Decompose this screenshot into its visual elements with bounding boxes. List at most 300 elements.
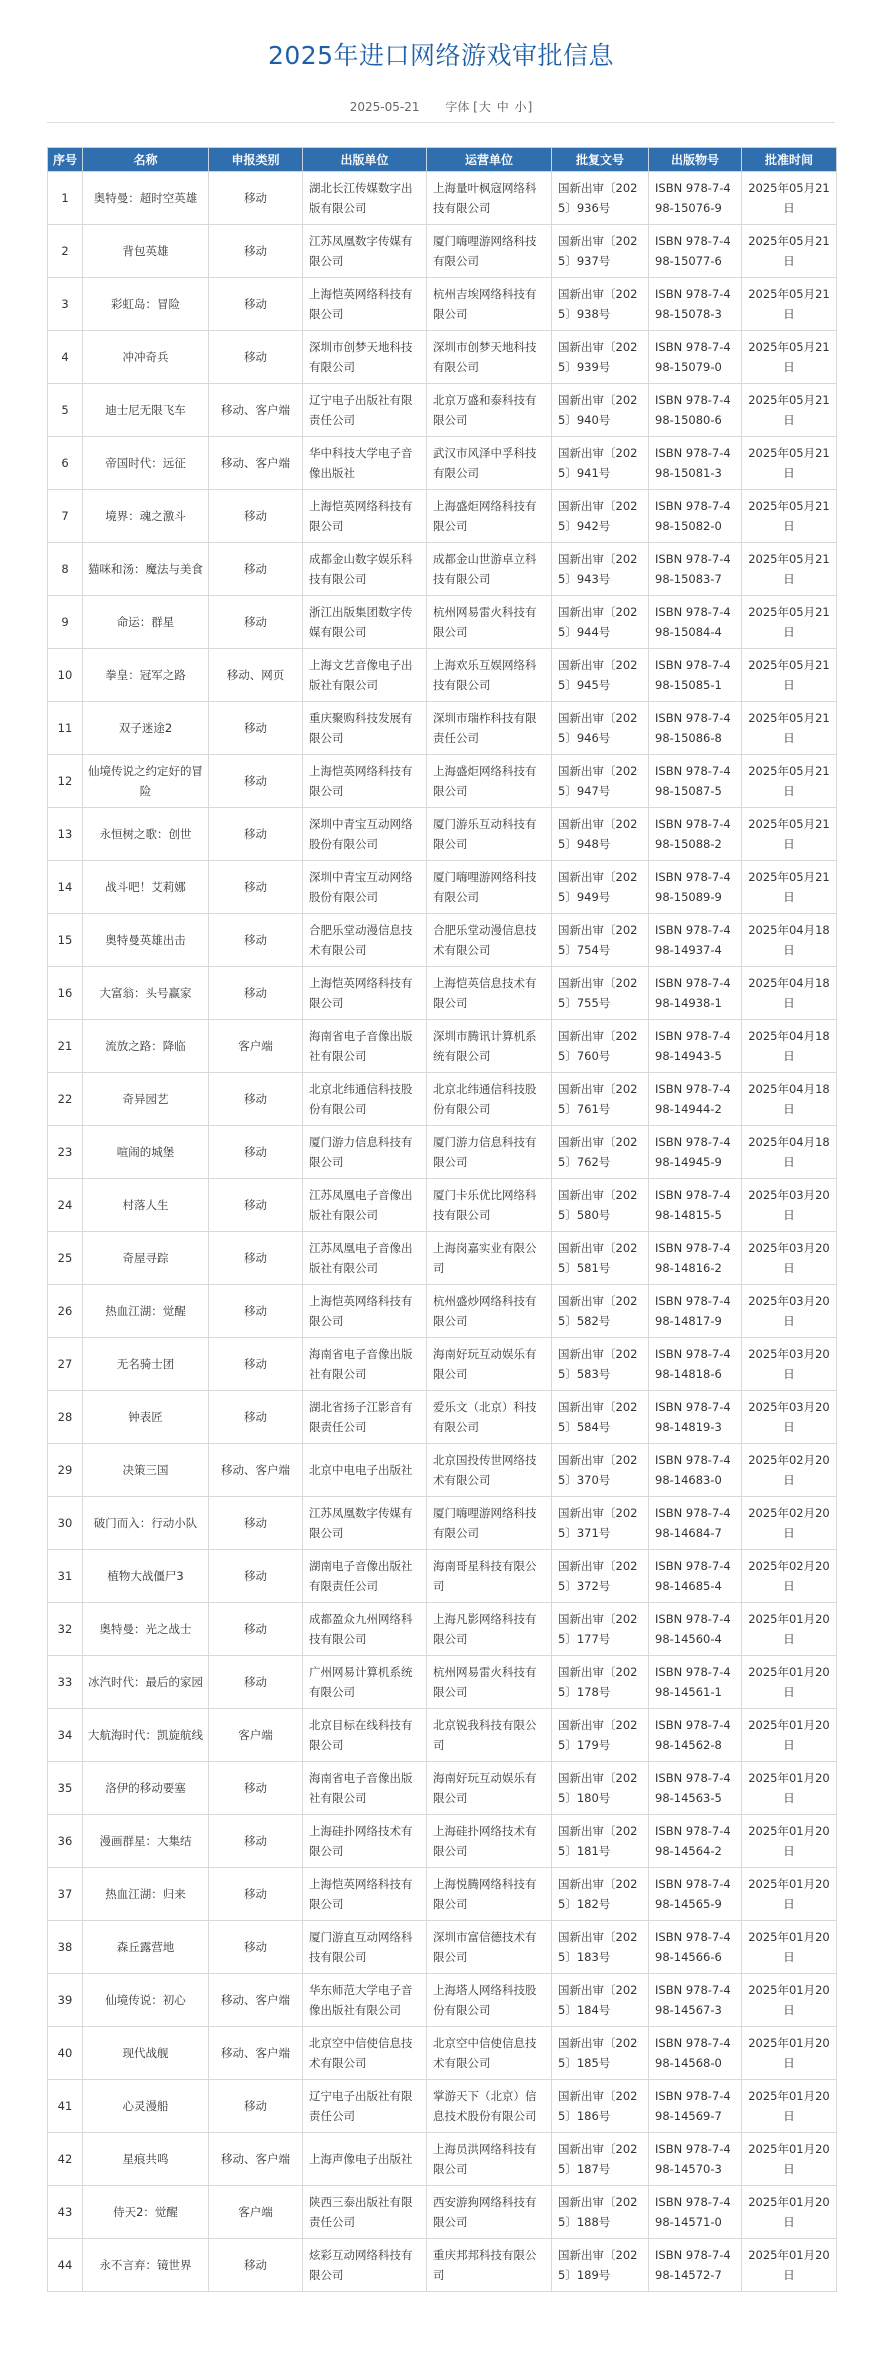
header-divider: [47, 122, 835, 123]
table-cell-col-isbn: ISBN 978-7-498-15080-6: [649, 384, 742, 437]
table-cell-col-isbn: ISBN 978-7-498-14571-0: [649, 2186, 742, 2239]
table-cell-col-approval-date: 2025年05月21日: [742, 808, 837, 861]
table-row: [48, 1550, 837, 1603]
table-cell-col-category: 移动: [209, 543, 303, 596]
table-cell-col-publisher: 浙江出版集团数字传媒有限公司: [303, 596, 427, 649]
table-cell-col-category: 移动: [209, 2080, 303, 2133]
table-cell-col-operator: 杭州吉埃网络科技有限公司: [427, 278, 552, 331]
table-cell-col-index: 13: [48, 808, 83, 861]
table-header-col-approval-no: 批复文号: [552, 148, 649, 172]
table-cell-col-isbn: ISBN 978-7-498-14565-9: [649, 1868, 742, 1921]
table-cell-col-category: 客户端: [209, 2186, 303, 2239]
table-header-col-category: 申报类别: [209, 148, 303, 172]
table-cell-col-name: 猫咪和汤：魔法与美食: [83, 543, 209, 596]
table-cell-col-approval-date: 2025年02月20日: [742, 1497, 837, 1550]
table-cell-col-operator: 厦门游力信息科技有限公司: [427, 1126, 552, 1179]
table-cell-col-index: 40: [48, 2027, 83, 2080]
table-cell-col-operator: 深圳市瑞柞科技有限责任公司: [427, 702, 552, 755]
table-cell-col-isbn: ISBN 978-7-498-14569-7: [649, 2080, 742, 2133]
table-row: [48, 437, 837, 490]
table-cell-col-isbn: ISBN 978-7-498-14945-9: [649, 1126, 742, 1179]
table-cell-col-publisher: 重庆聚购科技发展有限公司: [303, 702, 427, 755]
table-row: [48, 1868, 837, 1921]
table-cell-col-index: 14: [48, 861, 83, 914]
table-row: [48, 1974, 837, 2027]
table-cell-col-operator: 北京空中信使信息技术有限公司: [427, 2027, 552, 2080]
table-cell-col-publisher: 上海恺英网络科技有限公司: [303, 490, 427, 543]
table-cell-col-isbn: ISBN 978-7-498-14560-4: [649, 1603, 742, 1656]
table-cell-col-operator: 上海硅扑网络技术有限公司: [427, 1815, 552, 1868]
table-cell-col-approval-date: 2025年04月18日: [742, 1126, 837, 1179]
table-cell-col-category: 移动: [209, 1285, 303, 1338]
table-row: [48, 1232, 837, 1285]
table-cell-col-index: 38: [48, 1921, 83, 1974]
table-cell-col-isbn: ISBN 978-7-498-14816-2: [649, 1232, 742, 1285]
table-cell-col-approval-no: 国新出审〔2025〕180号: [552, 1762, 649, 1815]
table-cell-col-approval-no: 国新出审〔2025〕943号: [552, 543, 649, 596]
table-cell-col-approval-date: 2025年05月21日: [742, 225, 837, 278]
table-cell-col-name: 现代战舰: [83, 2027, 209, 2080]
table-header-col-index: 序号: [48, 148, 83, 172]
table-cell-col-approval-no: 国新出审〔2025〕186号: [552, 2080, 649, 2133]
table-cell-col-approval-no: 国新出审〔2025〕755号: [552, 967, 649, 1020]
table-cell-col-operator: 厦门游乐互动科技有限公司: [427, 808, 552, 861]
table-cell-col-operator: 杭州网易雷火科技有限公司: [427, 1656, 552, 1709]
table-row: [48, 861, 837, 914]
table-cell-col-publisher: 北京北纬通信科技股份有限公司: [303, 1073, 427, 1126]
table-cell-col-isbn: ISBN 978-7-498-15079-0: [649, 331, 742, 384]
table-cell-col-isbn: ISBN 978-7-498-14562-8: [649, 1709, 742, 1762]
table-cell-col-approval-no: 国新出审〔2025〕184号: [552, 1974, 649, 2027]
table-cell-col-name: 背包英雄: [83, 225, 209, 278]
table-cell-col-approval-no: 国新出审〔2025〕948号: [552, 808, 649, 861]
table-cell-col-approval-date: 2025年01月20日: [742, 1815, 837, 1868]
table-cell-col-index: 15: [48, 914, 83, 967]
table-cell-col-publisher: 厦门游直互动网络科技有限公司: [303, 1921, 427, 1974]
table-cell-col-publisher: 上海声像电子出版社: [303, 2133, 427, 2186]
table-row: [48, 1020, 837, 1073]
table-cell-col-approval-no: 国新出审〔2025〕582号: [552, 1285, 649, 1338]
table-cell-col-isbn: ISBN 978-7-498-15078-3: [649, 278, 742, 331]
article-meta: [0, 98, 882, 115]
table-cell-col-isbn: ISBN 978-7-498-14572-7: [649, 2239, 742, 2292]
table-cell-col-operator: 上海量叶枫寇网络科技有限公司: [427, 172, 552, 225]
table-cell-col-category: 移动、客户端: [209, 1444, 303, 1497]
table-row: [48, 2133, 837, 2186]
table-cell-col-name: 钟表匠: [83, 1391, 209, 1444]
table-cell-col-approval-no: 国新出审〔2025〕940号: [552, 384, 649, 437]
table-cell-col-name: 热血江湖：归来: [83, 1868, 209, 1921]
table-row: [48, 1179, 837, 1232]
table-row: [48, 2186, 837, 2239]
table-row: [48, 1391, 837, 1444]
table-cell-col-index: 10: [48, 649, 83, 702]
table-row: [48, 543, 837, 596]
table-cell-col-operator: 上海员洪网络科技有限公司: [427, 2133, 552, 2186]
table-cell-col-approval-date: 2025年01月20日: [742, 1921, 837, 1974]
table-cell-col-name: 心灵漫船: [83, 2080, 209, 2133]
font-size-large-link[interactable]: 大: [478, 100, 491, 114]
table-cell-col-operator: 厦门嗨哩游网络科技有限公司: [427, 861, 552, 914]
table-cell-col-name: 永不言弃：镜世界: [83, 2239, 209, 2292]
table-cell-col-index: 21: [48, 1020, 83, 1073]
table-cell-col-isbn: ISBN 978-7-498-15077-6: [649, 225, 742, 278]
table-cell-col-publisher: 陕西三泰出版社有限责任公司: [303, 2186, 427, 2239]
table-cell-col-name: 冲冲奇兵: [83, 331, 209, 384]
font-size-label: 字体: [445, 100, 470, 114]
publish-date: 2025-05-21: [349, 100, 420, 114]
table-row: [48, 2080, 837, 2133]
table-cell-col-category: 移动: [209, 2239, 303, 2292]
table-cell-col-category: 移动: [209, 1126, 303, 1179]
table-cell-col-approval-no: 国新出审〔2025〕946号: [552, 702, 649, 755]
table-cell-col-operator: 上海盛炬网络科技有限公司: [427, 755, 552, 808]
table-cell-col-category: 客户端: [209, 1709, 303, 1762]
table-cell-col-publisher: 北京空中信使信息技术有限公司: [303, 2027, 427, 2080]
table-header-col-publisher: 出版单位: [303, 148, 427, 172]
table-cell-col-approval-date: 2025年01月20日: [742, 2027, 837, 2080]
table-header-col-approval-date: 批准时间: [742, 148, 837, 172]
table-cell-col-approval-date: 2025年03月20日: [742, 1338, 837, 1391]
table-cell-col-category: 移动: [209, 1656, 303, 1709]
table-cell-col-approval-date: 2025年02月20日: [742, 1444, 837, 1497]
table-cell-col-name: 命运：群星: [83, 596, 209, 649]
table-cell-col-operator: 成都金山世游卓立科技有限公司: [427, 543, 552, 596]
table-cell-col-index: 6: [48, 437, 83, 490]
table-cell-col-operator: 上海塔人网络科技股份有限公司: [427, 1974, 552, 2027]
table-cell-col-operator: 厦门嗨哩游网络科技有限公司: [427, 225, 552, 278]
table-cell-col-approval-date: 2025年05月21日: [742, 490, 837, 543]
table-cell-col-approval-no: 国新出审〔2025〕177号: [552, 1603, 649, 1656]
table-cell-col-approval-no: 国新出审〔2025〕581号: [552, 1232, 649, 1285]
table-cell-col-operator: 海南哥星科技有限公司: [427, 1550, 552, 1603]
table-row: [48, 1285, 837, 1338]
table-cell-col-approval-date: 2025年05月21日: [742, 172, 837, 225]
page-title: 2025年进口网络游戏审批信息: [267, 41, 615, 70]
table-cell-col-name: 仙境传说之约定好的冒险: [83, 755, 209, 808]
table-cell-col-operator: 合肥乐堂动漫信息技术有限公司: [427, 914, 552, 967]
table-cell-col-approval-no: 国新出审〔2025〕761号: [552, 1073, 649, 1126]
table-cell-col-category: 移动: [209, 861, 303, 914]
table-cell-col-approval-date: 2025年04月18日: [742, 914, 837, 967]
table-row: [48, 967, 837, 1020]
table-cell-col-operator: 上海盛炬网络科技有限公司: [427, 490, 552, 543]
table-cell-col-index: 5: [48, 384, 83, 437]
table-cell-col-index: 44: [48, 2239, 83, 2292]
table-cell-col-isbn: ISBN 978-7-498-14683-0: [649, 1444, 742, 1497]
table-cell-col-name: 冰汽时代：最后的家园: [83, 1656, 209, 1709]
table-cell-col-approval-date: 2025年02月20日: [742, 1550, 837, 1603]
table-cell-col-name: 洛伊的移动要塞: [83, 1762, 209, 1815]
table-cell-col-isbn: ISBN 978-7-498-15084-4: [649, 596, 742, 649]
table-cell-col-index: 31: [48, 1550, 83, 1603]
table-cell-col-name: 奥特曼：光之战士: [83, 1603, 209, 1656]
font-size-medium-link[interactable]: 中: [496, 100, 509, 114]
table-cell-col-publisher: 上海恺英网络科技有限公司: [303, 1285, 427, 1338]
table-cell-col-name: 奥特曼：超时空英雄: [83, 172, 209, 225]
table-cell-col-isbn: ISBN 978-7-498-14563-5: [649, 1762, 742, 1815]
table-cell-col-index: 24: [48, 1179, 83, 1232]
table-cell-col-category: 移动: [209, 1073, 303, 1126]
table-cell-col-approval-date: 2025年05月21日: [742, 702, 837, 755]
table-cell-col-publisher: 上海硅扑网络技术有限公司: [303, 1815, 427, 1868]
table-cell-col-approval-no: 国新出审〔2025〕762号: [552, 1126, 649, 1179]
table-cell-col-approval-no: 国新出审〔2025〕580号: [552, 1179, 649, 1232]
table-cell-col-operator: 北京锐我科技有限公司: [427, 1709, 552, 1762]
table-cell-col-publisher: 成都盈众九州网络科技有限公司: [303, 1603, 427, 1656]
table-cell-col-approval-date: 2025年04月18日: [742, 1020, 837, 1073]
table-cell-col-category: 移动: [209, 1603, 303, 1656]
approval-table-container: [47, 147, 836, 2292]
font-size-small-link[interactable]: 小: [514, 100, 527, 114]
table-header-row: [48, 148, 837, 172]
table-cell-col-index: 2: [48, 225, 83, 278]
table-cell-col-operator: 杭州网易雷火科技有限公司: [427, 596, 552, 649]
table-cell-col-category: 移动: [209, 914, 303, 967]
table-cell-col-isbn: ISBN 978-7-498-14561-1: [649, 1656, 742, 1709]
table-cell-col-publisher: 厦门游力信息科技有限公司: [303, 1126, 427, 1179]
table-cell-col-index: 8: [48, 543, 83, 596]
table-cell-col-approval-date: 2025年03月20日: [742, 1232, 837, 1285]
table-row: [48, 490, 837, 543]
table-cell-col-publisher: 江苏凤凰电子音像出版社有限公司: [303, 1179, 427, 1232]
table-cell-col-operator: 掌游天下（北京）信息技术股份有限公司: [427, 2080, 552, 2133]
table-cell-col-operator: 西安游狗网络科技有限公司: [427, 2186, 552, 2239]
table-cell-col-name: 彩虹岛：冒险: [83, 278, 209, 331]
table-cell-col-index: 36: [48, 1815, 83, 1868]
table-cell-col-approval-date: 2025年01月20日: [742, 2186, 837, 2239]
table-cell-col-operator: 厦门嗨哩游网络科技有限公司: [427, 1497, 552, 1550]
table-row: [48, 172, 837, 225]
table-cell-col-operator: 爱乐文（北京）科技有限公司: [427, 1391, 552, 1444]
table-cell-col-publisher: 上海恺英网络科技有限公司: [303, 278, 427, 331]
table-cell-col-approval-date: 2025年05月21日: [742, 861, 837, 914]
table-cell-col-name: 破门而入：行动小队: [83, 1497, 209, 1550]
table-body: [48, 172, 837, 2292]
table-cell-col-isbn: ISBN 978-7-498-14817-9: [649, 1285, 742, 1338]
table-cell-col-approval-date: 2025年03月20日: [742, 1179, 837, 1232]
table-cell-col-approval-date: 2025年03月20日: [742, 1391, 837, 1444]
table-cell-col-name: 热血江湖：觉醒: [83, 1285, 209, 1338]
table-cell-col-isbn: ISBN 978-7-498-14568-0: [649, 2027, 742, 2080]
table-cell-col-index: 3: [48, 278, 83, 331]
table-cell-col-approval-date: 2025年05月21日: [742, 596, 837, 649]
table-cell-col-index: 41: [48, 2080, 83, 2133]
table-cell-col-publisher: 湖北省扬子江影音有限责任公司: [303, 1391, 427, 1444]
table-cell-col-index: 9: [48, 596, 83, 649]
table-cell-col-approval-no: 国新出审〔2025〕370号: [552, 1444, 649, 1497]
table-cell-col-operator: 北京万盛和泰科技有限公司: [427, 384, 552, 437]
table-cell-col-operator: 上海恺英信息技术有限公司: [427, 967, 552, 1020]
table-cell-col-publisher: 江苏凤凰电子音像出版社有限公司: [303, 1232, 427, 1285]
bracket-open: [: [473, 100, 478, 114]
table-cell-col-name: 境界：魂之激斗: [83, 490, 209, 543]
table-row: [48, 702, 837, 755]
table-row: [48, 1921, 837, 1974]
table-cell-col-approval-no: 国新出审〔2025〕947号: [552, 755, 649, 808]
table-cell-col-approval-date: 2025年01月20日: [742, 1656, 837, 1709]
table-cell-col-index: 7: [48, 490, 83, 543]
table-cell-col-name: 村落人生: [83, 1179, 209, 1232]
table-row: [48, 1497, 837, 1550]
table-cell-col-index: 35: [48, 1762, 83, 1815]
table-cell-col-isbn: ISBN 978-7-498-14570-3: [649, 2133, 742, 2186]
table-cell-col-approval-no: 国新出审〔2025〕187号: [552, 2133, 649, 2186]
table-cell-col-approval-no: 国新出审〔2025〕938号: [552, 278, 649, 331]
table-cell-col-index: 42: [48, 2133, 83, 2186]
table-cell-col-approval-date: 2025年04月18日: [742, 967, 837, 1020]
table-header-col-name: 名称: [83, 148, 209, 172]
table-cell-col-category: 移动: [209, 1338, 303, 1391]
table-cell-col-approval-no: 国新出审〔2025〕181号: [552, 1815, 649, 1868]
table-cell-col-publisher: 深圳中青宝互动网络股份有限公司: [303, 861, 427, 914]
table-cell-col-isbn: ISBN 978-7-498-14566-6: [649, 1921, 742, 1974]
table-cell-col-approval-date: 2025年05月21日: [742, 543, 837, 596]
table-cell-col-publisher: 深圳市创梦天地科技有限公司: [303, 331, 427, 384]
table-cell-col-index: 29: [48, 1444, 83, 1497]
table-cell-col-index: 26: [48, 1285, 83, 1338]
table-cell-col-isbn: ISBN 978-7-498-14937-4: [649, 914, 742, 967]
table-cell-col-category: 客户端: [209, 1020, 303, 1073]
table-cell-col-index: 11: [48, 702, 83, 755]
table-cell-col-name: 永恒树之歌：创世: [83, 808, 209, 861]
table-cell-col-index: 27: [48, 1338, 83, 1391]
table-cell-col-publisher: 上海文艺音像电子出版社有限公司: [303, 649, 427, 702]
table-cell-col-operator: 上海欢乐互娱网络科技有限公司: [427, 649, 552, 702]
table-cell-col-category: 移动: [209, 1815, 303, 1868]
table-cell-col-approval-no: 国新出审〔2025〕941号: [552, 437, 649, 490]
table-row: [48, 1656, 837, 1709]
table-cell-col-publisher: 海南省电子音像出版社有限公司: [303, 1762, 427, 1815]
table-cell-col-approval-no: 国新出审〔2025〕939号: [552, 331, 649, 384]
table-row: [48, 1603, 837, 1656]
table-cell-col-isbn: ISBN 978-7-498-15083-7: [649, 543, 742, 596]
table-cell-col-approval-date: 2025年01月20日: [742, 2080, 837, 2133]
table-cell-col-publisher: 上海恺英网络科技有限公司: [303, 755, 427, 808]
table-cell-col-approval-date: 2025年04月18日: [742, 1073, 837, 1126]
table-cell-col-approval-no: 国新出审〔2025〕183号: [552, 1921, 649, 1974]
table-cell-col-operator: 厦门卡乐优比网络科技有限公司: [427, 1179, 552, 1232]
table-cell-col-category: 移动: [209, 172, 303, 225]
table-cell-col-publisher: 深圳中青宝互动网络股份有限公司: [303, 808, 427, 861]
table-header-col-isbn: 出版物号: [649, 148, 742, 172]
table-cell-col-category: 移动: [209, 1497, 303, 1550]
table-cell-col-operator: 重庆邦邦科技有限公司: [427, 2239, 552, 2292]
table-row: [48, 1762, 837, 1815]
table-cell-col-publisher: 华东师范大学电子音像出版社有限公司: [303, 1974, 427, 2027]
table-cell-col-publisher: 海南省电子音像出版社有限公司: [303, 1338, 427, 1391]
table-cell-col-approval-date: 2025年01月20日: [742, 1868, 837, 1921]
font-size-switcher: [445, 100, 532, 114]
table-row: [48, 649, 837, 702]
table-cell-col-category: 移动、网页: [209, 649, 303, 702]
table-cell-col-index: 16: [48, 967, 83, 1020]
table-cell-col-index: 43: [48, 2186, 83, 2239]
table-cell-col-operator: 海南好玩互动娱乐有限公司: [427, 1762, 552, 1815]
table-cell-col-index: 1: [48, 172, 83, 225]
table-cell-col-isbn: ISBN 978-7-498-15081-3: [649, 437, 742, 490]
table-cell-col-approval-date: 2025年05月21日: [742, 649, 837, 702]
table-cell-col-category: 移动: [209, 1391, 303, 1444]
table-row: [48, 384, 837, 437]
table-row: [48, 914, 837, 967]
table-cell-col-isbn: ISBN 978-7-498-14818-6: [649, 1338, 742, 1391]
table-cell-col-category: 移动: [209, 278, 303, 331]
table-cell-col-approval-no: 国新出审〔2025〕371号: [552, 1497, 649, 1550]
table-cell-col-category: 移动、客户端: [209, 1974, 303, 2027]
table-cell-col-approval-date: 2025年01月20日: [742, 1974, 837, 2027]
table-cell-col-publisher: 成都金山数字娱乐科技有限公司: [303, 543, 427, 596]
table-cell-col-category: 移动: [209, 967, 303, 1020]
table-cell-col-approval-no: 国新出审〔2025〕179号: [552, 1709, 649, 1762]
table-cell-col-approval-no: 国新出审〔2025〕937号: [552, 225, 649, 278]
table-cell-col-name: 森丘露营地: [83, 1921, 209, 1974]
table-cell-col-index: 22: [48, 1073, 83, 1126]
table-cell-col-publisher: 华中科技大学电子音像出版社: [303, 437, 427, 490]
table-cell-col-category: 移动: [209, 1232, 303, 1285]
table-cell-col-isbn: ISBN 978-7-498-14815-5: [649, 1179, 742, 1232]
table-cell-col-name: 奇屋寻踪: [83, 1232, 209, 1285]
table-cell-col-isbn: ISBN 978-7-498-15082-0: [649, 490, 742, 543]
table-cell-col-isbn: ISBN 978-7-498-15086-8: [649, 702, 742, 755]
table-cell-col-approval-no: 国新出审〔2025〕584号: [552, 1391, 649, 1444]
table-row: [48, 1338, 837, 1391]
table-cell-col-publisher: 辽宁电子出版社有限责任公司: [303, 384, 427, 437]
table-cell-col-name: 战斗吧！艾莉娜: [83, 861, 209, 914]
table-cell-col-operator: 武汉市风泽中孚科技有限公司: [427, 437, 552, 490]
table-row: [48, 596, 837, 649]
table-header-col-operator: 运营单位: [427, 148, 552, 172]
table-cell-col-approval-no: 国新出审〔2025〕178号: [552, 1656, 649, 1709]
table-cell-col-category: 移动: [209, 490, 303, 543]
table-cell-col-publisher: 合肥乐堂动漫信息技术有限公司: [303, 914, 427, 967]
table-cell-col-name: 星痕共鸣: [83, 2133, 209, 2186]
table-cell-col-name: 决策三国: [83, 1444, 209, 1497]
table-cell-col-index: 37: [48, 1868, 83, 1921]
table-cell-col-index: 23: [48, 1126, 83, 1179]
table-cell-col-publisher: 湖南电子音像出版社有限责任公司: [303, 1550, 427, 1603]
table-cell-col-category: 移动: [209, 755, 303, 808]
table-cell-col-publisher: 江苏凤凰数字传媒有限公司: [303, 1497, 427, 1550]
table-cell-col-name: 奇异园艺: [83, 1073, 209, 1126]
table-cell-col-index: 30: [48, 1497, 83, 1550]
table-row: [48, 225, 837, 278]
table-cell-col-index: 28: [48, 1391, 83, 1444]
table-cell-col-approval-no: 国新出审〔2025〕185号: [552, 2027, 649, 2080]
table-row: [48, 1815, 837, 1868]
table-cell-col-category: 移动: [209, 1868, 303, 1921]
table-cell-col-approval-no: 国新出审〔2025〕372号: [552, 1550, 649, 1603]
table-cell-col-publisher: 湖北长江传媒数字出版有限公司: [303, 172, 427, 225]
table-cell-col-index: 25: [48, 1232, 83, 1285]
table-cell-col-approval-date: 2025年05月21日: [742, 437, 837, 490]
table-cell-col-category: 移动、客户端: [209, 2133, 303, 2186]
table-cell-col-publisher: 辽宁电子出版社有限责任公司: [303, 2080, 427, 2133]
table-cell-col-approval-no: 国新出审〔2025〕182号: [552, 1868, 649, 1921]
table-cell-col-approval-date: 2025年01月20日: [742, 1709, 837, 1762]
table-cell-col-name: 仙境传说：初心: [83, 1974, 209, 2027]
table-cell-col-approval-date: 2025年05月21日: [742, 278, 837, 331]
table-cell-col-name: 植物大战僵尸3: [83, 1550, 209, 1603]
table-cell-col-operator: 上海岗嘉实业有限公司: [427, 1232, 552, 1285]
table-cell-col-name: 奥特曼英雄出击: [83, 914, 209, 967]
table-cell-col-approval-date: 2025年01月20日: [742, 1603, 837, 1656]
table-cell-col-approval-no: 国新出审〔2025〕949号: [552, 861, 649, 914]
table-cell-col-publisher: 海南省电子音像出版社有限公司: [303, 1020, 427, 1073]
table-cell-col-operator: 北京国投传世网络技术有限公司: [427, 1444, 552, 1497]
table-cell-col-category: 移动: [209, 225, 303, 278]
table-cell-col-approval-date: 2025年05月21日: [742, 384, 837, 437]
